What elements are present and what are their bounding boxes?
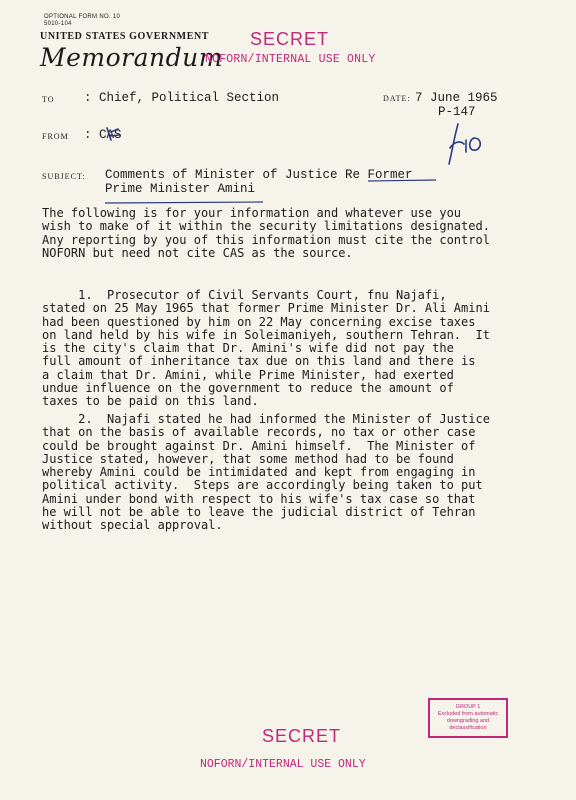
from-value: : CAS bbox=[84, 128, 122, 142]
handwritten-initials-mark bbox=[440, 118, 500, 170]
government-heading: UNITED STATES GOVERNMENT bbox=[40, 31, 210, 42]
reference-number: P-147 bbox=[438, 105, 476, 119]
handwritten-initial-mark bbox=[103, 126, 123, 142]
subject-value: Comments of Minister of Justice Re Former Prime Minister Amini bbox=[105, 168, 413, 196]
date-value: 7 June 1965 bbox=[415, 91, 498, 105]
to-label: TO bbox=[42, 95, 55, 104]
paragraph-2: 2. Najafi stated he had informed the Minister of Justice that on the basis of available records, no tax or other case could be brought against Dr. Amini himself. The Minister of Justice stated, however, that some method had to be found whereby Amini could be intimidated and kept from engaging in political activity. Steps are accordingly being taken to put Amini under bond with respect to his wife's tax case so that he will not be able to leave the judicial district of Tehran without special approval. bbox=[42, 412, 490, 533]
from-label: FROM bbox=[42, 132, 69, 141]
classification-noforn-top: NOFORN/INTERNAL USE ONLY bbox=[205, 53, 376, 66]
classification-noforn-bottom: NOFORN/INTERNAL USE ONLY bbox=[200, 758, 366, 771]
declassification-group-stamp: GROUP 1 Excluded from automatic downgrading and declassification bbox=[428, 698, 508, 738]
to-value: : Chief, Political Section bbox=[84, 91, 280, 105]
subject-label: SUBJECT: bbox=[42, 172, 86, 181]
classification-secret-top: SECRET bbox=[250, 29, 330, 49]
classification-secret-bottom: SECRET bbox=[262, 726, 342, 746]
intro-paragraph: The following is for your information and whatever use you wish to make of it within the security limitations designated. Any reporting by you of this information must cite the control NOFORN but need not cite CAS as the source. bbox=[42, 206, 490, 260]
paragraph-1: 1. Prosecutor of Civil Servants Court, fnu Najafi, stated on 25 May 1965 that former Prime Minister Dr. Ali Amini had been questioned by him on 22 May concerning excise taxes on land held by his wife in Soleimaniyeh, southern Tehran. It is the city's claim that Dr. Amini's wife did not pay the full amount of inheritance tax due on this land and there is a claim that Dr. Amini, while Prime Minister, had exerted undue influence on the government to reduce the amount of taxes to be paid on this land. bbox=[42, 288, 490, 409]
memorandum-title: Memorandum bbox=[40, 43, 223, 72]
optional-form-number: OPTIONAL FORM NO. 10 5010-104 bbox=[44, 14, 121, 27]
subject-underline-top bbox=[368, 178, 438, 184]
date-label: DATE: bbox=[383, 94, 411, 103]
